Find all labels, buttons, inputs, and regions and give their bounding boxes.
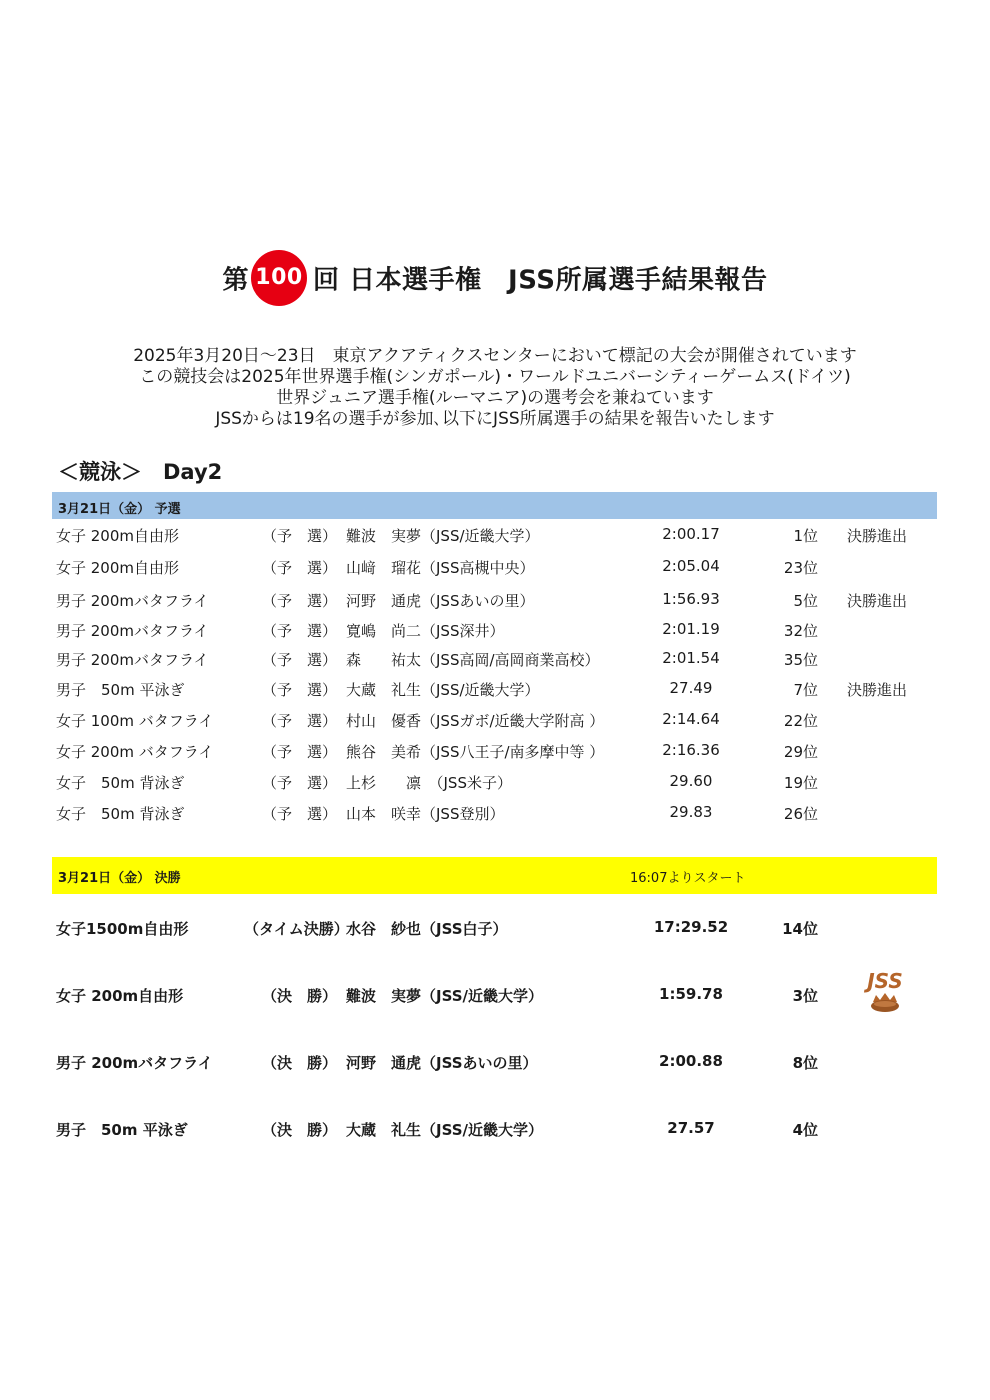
result-time: 2:01.19 [662,620,720,638]
intro-line: 世界ジュニア選手権(ルーマニア)の選考会を兼ねています [276,388,714,408]
result-row [0,918,990,942]
result-time: 2:00.17 [662,525,720,543]
round-label: （予 選） [262,805,338,823]
round-label: （タイム決勝） [244,920,349,938]
swimmer-name: 森 祐太（JSS高岡/高岡商業高校） [346,651,600,669]
result-row [0,803,990,827]
result-time: 2:01.54 [662,649,720,667]
result-row [0,1119,990,1143]
result-note: 決勝進出 [847,681,908,699]
round-label: （予 選） [262,712,338,730]
event-name: 男子 200mバタフライ [56,622,209,640]
swimmer-name: 熊谷 美希（JSS八王子/南多摩中等 ） [346,743,605,761]
result-rank: 4位 [792,1121,818,1139]
result-note: 決勝進出 [847,527,908,545]
swimmer-name: 大蔵 礼生（JSS/近畿大学） [346,1121,543,1139]
result-rank: 35位 [783,651,818,669]
result-row [0,985,990,1009]
swimmer-name: 難波 実夢（JSS/近畿大学） [346,527,540,545]
result-time: 2:16.36 [662,741,720,759]
swimmer-name: 村山 優香（JSSガボ/近畿大学附高 ） [346,712,605,730]
event-name: 女子 50m 背泳ぎ [56,774,185,792]
result-rank: 3位 [792,987,818,1005]
result-rank: 32位 [783,622,818,640]
result-rank: 8位 [792,1054,818,1072]
round-label: （決 勝） [262,1121,338,1139]
event-name: 女子 200m自由形 [56,527,180,545]
result-row [0,557,990,581]
round-label: （予 選） [262,774,338,792]
result-time: 1:56.93 [662,590,720,608]
result-rank: 14位 [782,920,818,938]
result-rank: 5位 [793,592,818,610]
result-rank: 7位 [793,681,818,699]
event-name: 女子 100m バタフライ [56,712,214,730]
result-rank: 22位 [783,712,818,730]
swimmer-name: 河野 通虎（JSSあいの里） [346,1054,538,1072]
result-time: 27.57 [667,1119,715,1137]
finals-start-note: 16:07よりスタート [630,871,746,886]
round-label: （予 選） [262,681,338,699]
event-name: 女子 200m バタフライ [56,743,214,761]
svg-text:JSS: JSS [867,969,903,993]
result-row [0,679,990,703]
swimmer-name: 大蔵 礼生（JSS/近畿大学） [346,681,540,699]
event-name: 男子 200mバタフライ [56,1054,213,1072]
title-prefix: 第 [222,265,249,296]
round-label: （予 選） [262,622,338,640]
finals-header-label: 3月21日（金） 決勝 [58,871,181,886]
round-label: （予 選） [262,743,338,761]
event-name: 男子 200mバタフライ [56,651,209,669]
result-time: 2:05.04 [662,557,720,575]
event-name: 女子 200m自由形 [56,559,180,577]
result-row [0,1052,990,1076]
event-name: 女子1500m自由形 [56,920,189,938]
tournament-number-badge: 100 [251,250,307,306]
result-rank: 1位 [793,527,818,545]
result-time: 29.60 [669,772,713,790]
finals-header-bar [52,857,937,894]
round-label: （予 選） [262,592,338,610]
intro-line: この競技会は2025年世界選手権(シンガポール)・ワールドユニバーシティーゲームス(ドイツ) [139,367,851,387]
result-time: 17:29.52 [653,918,729,936]
result-row [0,590,990,614]
result-time: 2:00.88 [659,1052,723,1070]
result-time: 1:59.78 [659,985,723,1003]
event-name: 女子 200m自由形 [56,987,184,1005]
jss-crown-logo-icon [856,968,914,1018]
swimmer-name: 山本 咲幸（JSS登別） [346,805,505,823]
swimmer-name: 上杉 凛 （JSS米子） [346,774,512,792]
event-name: 男子 50m 平泳ぎ [56,681,185,699]
result-rank: 26位 [783,805,818,823]
round-label: （予 選） [262,651,338,669]
swimmer-name: 水谷 紗也（JSS白子） [346,920,508,938]
intro-line: 2025年3月20日～23日 東京アクアティクスセンターにおいて標記の大会が開催されています [133,346,857,366]
page-title [0,250,990,306]
result-row [0,525,990,549]
result-row [0,649,990,673]
intro-line: JSSからは19名の選手が参加､以下にJSS所属選手の結果を報告いたします [215,409,775,429]
intro-text [0,346,990,430]
event-name: 男子 200mバタフライ [56,592,209,610]
swimmer-name: 難波 実夢（JSS/近畿大学） [346,987,543,1005]
result-time: 2:14.64 [662,710,720,728]
event-name: 男子 50m 平泳ぎ [56,1121,188,1139]
heats-header-bar [52,492,937,519]
round-label: （決 勝） [262,1054,338,1072]
swimmer-name: 山﨑 瑠花（JSS高槻中央） [346,559,535,577]
section-heading: ＜競泳＞ Day2 [58,460,223,484]
heats-header-label: 3月21日（金） 予選 [58,502,181,517]
result-rank: 29位 [783,743,818,761]
event-name: 女子 50m 背泳ぎ [56,805,185,823]
result-row [0,772,990,796]
result-row [0,620,990,644]
result-note: 決勝進出 [847,592,908,610]
round-label: （予 選） [262,527,338,545]
round-label: （決 勝） [262,987,338,1005]
result-rank: 23位 [783,559,818,577]
result-row [0,710,990,734]
swimmer-name: 河野 通虎（JSSあいの里） [346,592,535,610]
swimmer-name: 寛嶋 尚二（JSS深井） [346,622,505,640]
title-suffix: 回 日本選手権 JSS所属選手結果報告 [313,265,768,296]
result-time: 27.49 [669,679,713,697]
result-row [0,741,990,765]
round-label: （予 選） [262,559,338,577]
result-time: 29.83 [669,803,713,821]
result-rank: 19位 [783,774,818,792]
